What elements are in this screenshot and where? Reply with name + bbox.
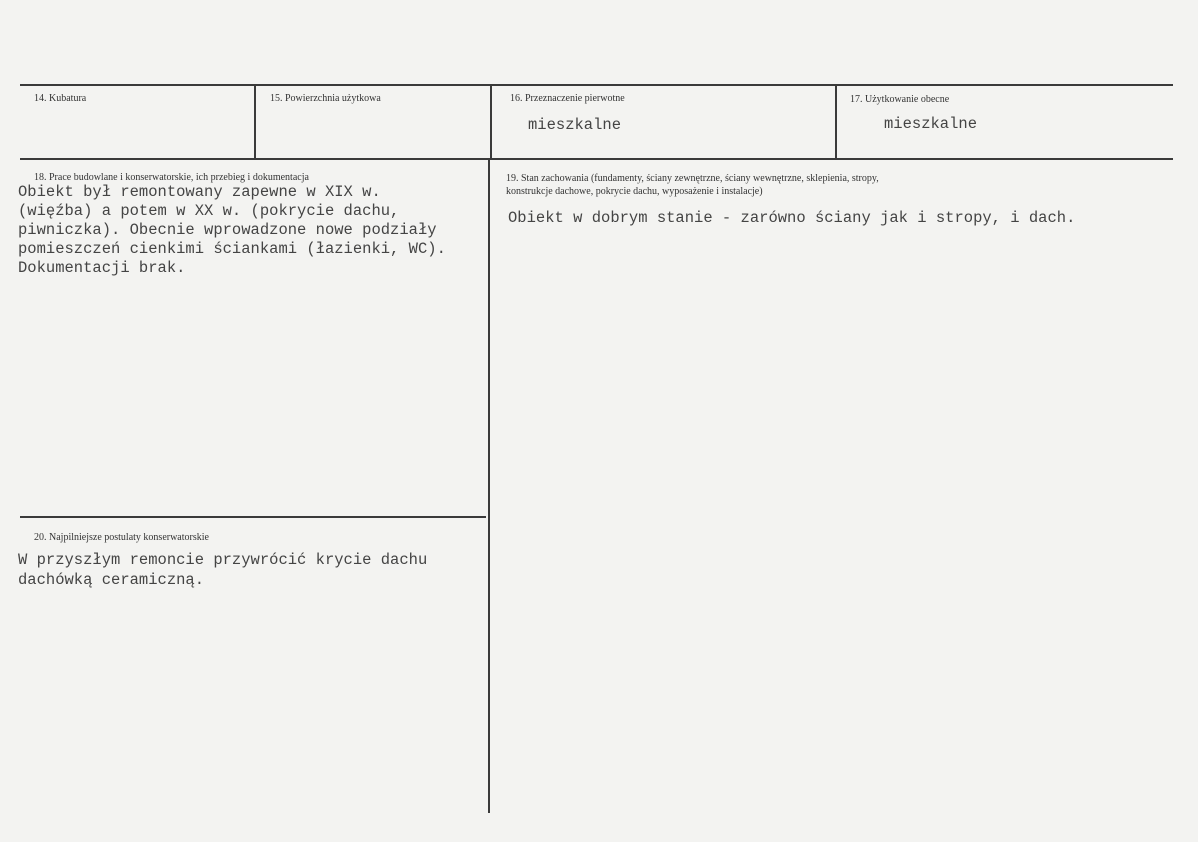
field-14-label: 14. Kubatura xyxy=(34,93,87,104)
field-19-label-line-2: konstrukcje dachowe, pokrycie dachu, wyposażenie i instalacje) xyxy=(506,186,763,197)
field-17-value: mieszkalne xyxy=(884,115,978,133)
field-16-value: mieszkalne xyxy=(528,116,622,134)
divider-15-16 xyxy=(490,84,492,160)
divider-14-15 xyxy=(254,84,256,160)
field-19-label-line-1: 19. Stan zachowania (fundamenty, ściany zewnętrzne, ściany wewnętrzne, sklepienia, stropy, xyxy=(506,173,879,184)
main-vertical-divider xyxy=(488,158,490,813)
field-20-text: W przyszłym remoncie przywrócić krycie dachu dachówką ceramiczną. xyxy=(18,551,428,589)
top-rule xyxy=(20,84,1173,86)
field-18-text: Obiekt był remontowany zapewne w XIX w. (więźba) a potem w XX w. (pokrycie dachu, piwniczka). Obecnie wprowadzone nowe podziały pomieszczeń cienkimi ściankami (łazienki, WC). Dokumentacji brak. xyxy=(18,183,446,277)
field-17-label: 17. Użytkowanie obecne xyxy=(850,94,950,105)
field-19-text: Obiekt w dobrym stanie - zarówno ściany jak i stropy, i dach. xyxy=(508,209,1076,227)
header-bottom-rule xyxy=(20,158,1173,160)
field-18-label: 18. Prace budowlane i konserwatorskie, ich przebieg i dokumentacja xyxy=(34,172,309,183)
field-20-label: 20. Najpilniejsze postulaty konserwatorskie xyxy=(34,532,209,543)
section-20-top-rule xyxy=(20,516,486,518)
field-15-label: 15. Powierzchnia użytkowa xyxy=(270,93,381,104)
field-16-label: 16. Przeznaczenie pierwotne xyxy=(510,93,625,104)
divider-16-17 xyxy=(835,84,837,160)
